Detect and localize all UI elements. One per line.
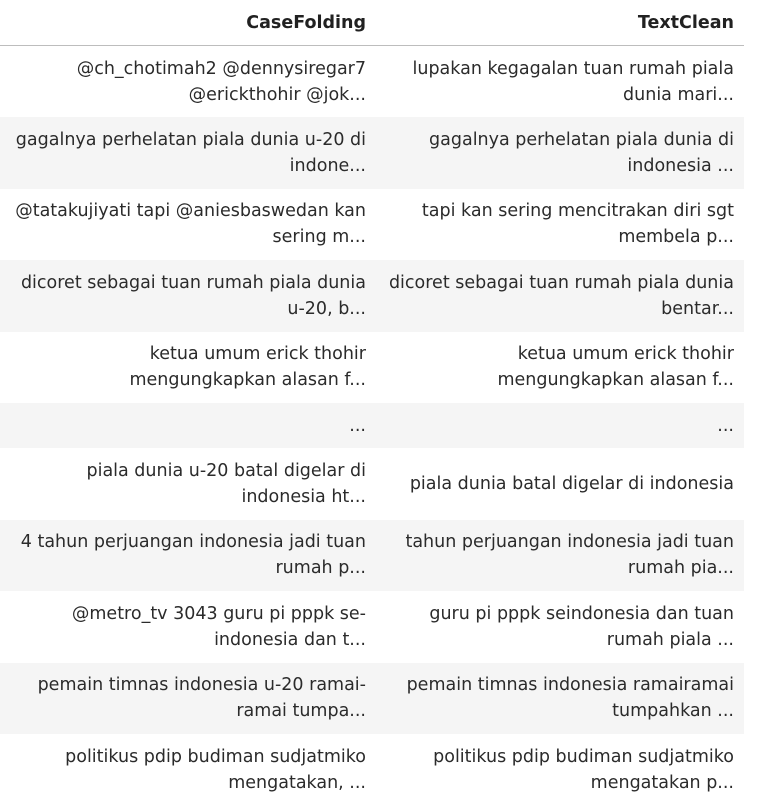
- table-row: [0, 520, 744, 592]
- cell-casefolding: gagalnya perhelatan piala dunia u-20 di indone...: [15, 129, 366, 176]
- cell-textclean: politikus pdip budiman sudjatmiko mengatakan p...: [433, 746, 734, 793]
- cell-ellipsis: ...: [717, 415, 734, 436]
- cell-casefolding: dicoret sebagai tuan rumah piala dunia u-20, b...: [20, 272, 366, 319]
- cell-textclean: piala dunia batal digelar di indonesia: [409, 473, 734, 494]
- table-row: [0, 591, 744, 663]
- table-header: [0, 0, 744, 46]
- table-row: [0, 734, 744, 806]
- cell-textclean: ketua umum erick thohir mengungkapkan alasan f...: [497, 344, 734, 391]
- header-row: [0, 0, 744, 46]
- table-row: [0, 46, 744, 118]
- cell-textclean: pemain timnas indonesia ramairamai tumpahkan ...: [406, 675, 734, 722]
- column-header-casefolding: CaseFolding: [0, 0, 376, 46]
- table-row: [0, 332, 744, 404]
- table-row: [0, 260, 744, 332]
- cell-casefolding: @metro_tv 3043 guru pi pppk se-indonesia dan t...: [71, 603, 366, 650]
- table-row: [0, 189, 744, 261]
- cell-textclean: tapi kan sering mencitrakan diri sgt membela p...: [421, 201, 734, 248]
- table-body: [0, 46, 744, 806]
- cell-casefolding: @ch_chotimah2 @dennysiregar7 @erickthohir @jok...: [76, 58, 366, 105]
- cell-casefolding: ketua umum erick thohir mengungkapkan alasan f...: [129, 344, 366, 391]
- cell-textclean: gagalnya perhelatan piala dunia di indonesia ...: [429, 129, 734, 176]
- table-row: [0, 448, 744, 520]
- table-row: [0, 117, 744, 189]
- cell-casefolding: pemain timnas indonesia u-20 ramai-ramai tumpa...: [37, 675, 366, 722]
- column-header-textclean: TextClean: [376, 0, 744, 46]
- cell-casefolding: piala dunia u-20 batal digelar di indonesia ht...: [86, 460, 366, 507]
- cell-textclean: guru pi pppk seindonesia dan tuan rumah piala ...: [429, 603, 734, 650]
- table-row-ellipsis: [0, 403, 744, 448]
- cell-casefolding: @tatakujiyati tapi @aniesbaswedan kan sering m...: [15, 201, 366, 248]
- cell-casefolding: politikus pdip budiman sudjatmiko mengatakan, ...: [65, 746, 366, 793]
- cell-casefolding: 4 tahun perjuangan indonesia jadi tuan rumah p...: [20, 532, 366, 579]
- table-row: [0, 663, 744, 735]
- cell-ellipsis: ...: [349, 415, 366, 436]
- cell-textclean: dicoret sebagai tuan rumah piala dunia bentar...: [388, 272, 734, 319]
- cell-textclean: tahun perjuangan indonesia jadi tuan rumah pia...: [405, 532, 734, 579]
- cell-textclean: lupakan kegagalan tuan rumah piala dunia mari...: [412, 58, 734, 105]
